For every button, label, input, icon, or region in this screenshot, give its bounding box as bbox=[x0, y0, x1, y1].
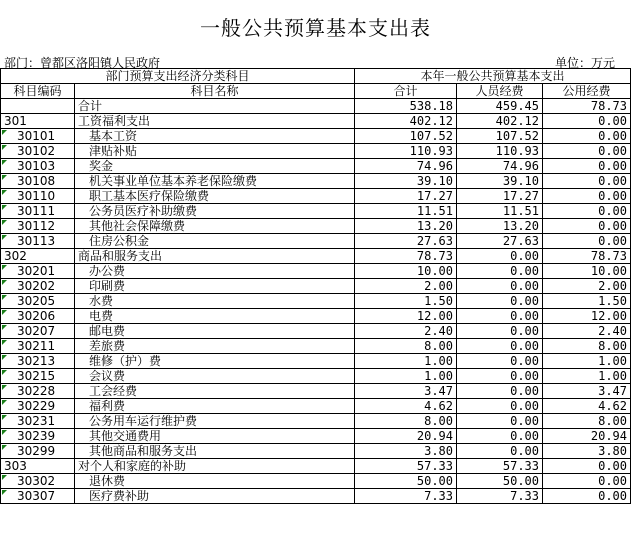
row-name: 其他社会保障缴费 bbox=[75, 219, 355, 234]
row-name: 会议费 bbox=[75, 369, 355, 384]
row-personnel: 57.33 bbox=[457, 459, 543, 474]
row-name: 邮电费 bbox=[75, 324, 355, 339]
row-total: 20.94 bbox=[355, 429, 457, 444]
row-total: 2.00 bbox=[355, 279, 457, 294]
header-group-row bbox=[1, 69, 631, 84]
row-total: 1.50 bbox=[355, 294, 457, 309]
table-row bbox=[1, 249, 631, 264]
table-row bbox=[1, 399, 631, 414]
row-total: 402.12 bbox=[355, 114, 457, 129]
row-total: 74.96 bbox=[355, 159, 457, 174]
table-row bbox=[1, 114, 631, 129]
table-row bbox=[1, 204, 631, 219]
row-personnel: 74.96 bbox=[457, 159, 543, 174]
row-public: 0.00 bbox=[543, 234, 631, 249]
row-total: 11.51 bbox=[355, 204, 457, 219]
row-code: 301 bbox=[1, 114, 75, 129]
header-name: 科目名称 bbox=[75, 84, 355, 99]
table-row bbox=[1, 99, 631, 114]
row-personnel: 0.00 bbox=[457, 354, 543, 369]
row-name: 奖金 bbox=[75, 159, 355, 174]
row-public: 78.73 bbox=[543, 99, 631, 114]
row-name: 电费 bbox=[75, 309, 355, 324]
row-total: 110.93 bbox=[355, 144, 457, 159]
row-public: 10.00 bbox=[543, 264, 631, 279]
row-code: 30103 bbox=[1, 159, 75, 174]
table-row bbox=[1, 279, 631, 294]
report-title: 一般公共预算基本支出表 bbox=[200, 16, 431, 40]
row-name: 福利费 bbox=[75, 399, 355, 414]
row-public: 0.00 bbox=[543, 174, 631, 189]
row-total: 4.62 bbox=[355, 399, 457, 414]
row-code: 30101 bbox=[1, 129, 75, 144]
row-public: 2.40 bbox=[543, 324, 631, 339]
header-personnel: 人员经费 bbox=[457, 84, 543, 99]
row-code: 30307 bbox=[1, 489, 75, 504]
row-code: 30239 bbox=[1, 429, 75, 444]
row-total: 39.10 bbox=[355, 174, 457, 189]
row-code: 302 bbox=[1, 249, 75, 264]
row-name: 对个人和家庭的补助 bbox=[75, 459, 355, 474]
row-code: 30202 bbox=[1, 279, 75, 294]
header-public: 公用经费 bbox=[543, 84, 631, 99]
table-row bbox=[1, 159, 631, 174]
row-code: 30213 bbox=[1, 354, 75, 369]
row-public: 1.00 bbox=[543, 369, 631, 384]
row-code: 30229 bbox=[1, 399, 75, 414]
department-label: 部门：曾都区洛阳镇人民政府 bbox=[4, 56, 161, 70]
row-public: 1.00 bbox=[543, 354, 631, 369]
table-row bbox=[1, 324, 631, 339]
header-group-left: 部门预算支出经济分类科目 bbox=[1, 69, 355, 84]
table-row bbox=[1, 189, 631, 204]
row-total: 538.18 bbox=[355, 99, 457, 114]
row-public: 3.80 bbox=[543, 444, 631, 459]
row-total: 57.33 bbox=[355, 459, 457, 474]
row-total: 7.33 bbox=[355, 489, 457, 504]
row-total: 10.00 bbox=[355, 264, 457, 279]
row-personnel: 459.45 bbox=[457, 99, 543, 114]
row-total: 12.00 bbox=[355, 309, 457, 324]
table-row bbox=[1, 459, 631, 474]
row-public: 0.00 bbox=[543, 144, 631, 159]
row-total: 2.40 bbox=[355, 324, 457, 339]
row-code: 30205 bbox=[1, 294, 75, 309]
row-public: 8.00 bbox=[543, 414, 631, 429]
row-name: 合计 bbox=[75, 99, 355, 114]
row-personnel: 0.00 bbox=[457, 429, 543, 444]
row-personnel: 0.00 bbox=[457, 339, 543, 354]
row-code: 30201 bbox=[1, 264, 75, 279]
table-row bbox=[1, 219, 631, 234]
row-name: 公务用车运行维护费 bbox=[75, 414, 355, 429]
table-row bbox=[1, 414, 631, 429]
row-total: 17.27 bbox=[355, 189, 457, 204]
row-name: 工资福利支出 bbox=[75, 114, 355, 129]
table-row bbox=[1, 309, 631, 324]
header-total: 合计 bbox=[355, 84, 457, 99]
table-row bbox=[1, 369, 631, 384]
row-name: 退休费 bbox=[75, 474, 355, 489]
header-code: 科目编码 bbox=[1, 84, 75, 99]
row-personnel: 27.63 bbox=[457, 234, 543, 249]
row-total: 3.80 bbox=[355, 444, 457, 459]
row-total: 27.63 bbox=[355, 234, 457, 249]
row-name: 商品和服务支出 bbox=[75, 249, 355, 264]
row-personnel: 0.00 bbox=[457, 369, 543, 384]
row-total: 107.52 bbox=[355, 129, 457, 144]
row-total: 1.00 bbox=[355, 369, 457, 384]
row-name: 其他交通费用 bbox=[75, 429, 355, 444]
row-public: 0.00 bbox=[543, 489, 631, 504]
row-name: 办公费 bbox=[75, 264, 355, 279]
row-total: 3.47 bbox=[355, 384, 457, 399]
row-public: 8.00 bbox=[543, 339, 631, 354]
row-name: 职工基本医疗保险缴费 bbox=[75, 189, 355, 204]
row-name: 其他商品和服务支出 bbox=[75, 444, 355, 459]
row-code: 30206 bbox=[1, 309, 75, 324]
table-row bbox=[1, 144, 631, 159]
table-row bbox=[1, 339, 631, 354]
row-public: 0.00 bbox=[543, 129, 631, 144]
row-code: 30112 bbox=[1, 219, 75, 234]
row-public: 0.00 bbox=[543, 204, 631, 219]
table-row bbox=[1, 384, 631, 399]
row-public: 0.00 bbox=[543, 189, 631, 204]
row-public: 0.00 bbox=[543, 159, 631, 174]
row-code: 303 bbox=[1, 459, 75, 474]
row-personnel: 0.00 bbox=[457, 324, 543, 339]
table-row bbox=[1, 264, 631, 279]
table-row bbox=[1, 354, 631, 369]
row-code: 30102 bbox=[1, 144, 75, 159]
row-code: 30215 bbox=[1, 369, 75, 384]
row-code: 30211 bbox=[1, 339, 75, 354]
row-code: 30228 bbox=[1, 384, 75, 399]
row-code: 30302 bbox=[1, 474, 75, 489]
row-name: 公务员医疗补助缴费 bbox=[75, 204, 355, 219]
row-total: 8.00 bbox=[355, 414, 457, 429]
row-personnel: 0.00 bbox=[457, 444, 543, 459]
row-personnel: 0.00 bbox=[457, 264, 543, 279]
row-name: 津贴补贴 bbox=[75, 144, 355, 159]
row-name: 水费 bbox=[75, 294, 355, 309]
table-row bbox=[1, 444, 631, 459]
row-name: 印刷费 bbox=[75, 279, 355, 294]
row-code bbox=[1, 99, 75, 114]
row-name: 工会经费 bbox=[75, 384, 355, 399]
row-total: 13.20 bbox=[355, 219, 457, 234]
row-personnel: 0.00 bbox=[457, 414, 543, 429]
row-public: 0.00 bbox=[543, 114, 631, 129]
row-total: 50.00 bbox=[355, 474, 457, 489]
row-code: 30231 bbox=[1, 414, 75, 429]
row-personnel: 7.33 bbox=[457, 489, 543, 504]
table-row bbox=[1, 489, 631, 504]
row-public: 78.73 bbox=[543, 249, 631, 264]
table-row bbox=[1, 474, 631, 489]
row-personnel: 0.00 bbox=[457, 279, 543, 294]
row-code: 30111 bbox=[1, 204, 75, 219]
row-personnel: 13.20 bbox=[457, 219, 543, 234]
unit-label: 单位：万元 bbox=[554, 56, 615, 70]
row-public: 2.00 bbox=[543, 279, 631, 294]
row-total: 8.00 bbox=[355, 339, 457, 354]
row-public: 0.00 bbox=[543, 459, 631, 474]
row-public: 0.00 bbox=[543, 219, 631, 234]
row-code: 30108 bbox=[1, 174, 75, 189]
row-name: 住房公积金 bbox=[75, 234, 355, 249]
row-public: 12.00 bbox=[543, 309, 631, 324]
table-row bbox=[1, 429, 631, 444]
row-total: 1.00 bbox=[355, 354, 457, 369]
row-personnel: 50.00 bbox=[457, 474, 543, 489]
row-public: 3.47 bbox=[543, 384, 631, 399]
row-personnel: 11.51 bbox=[457, 204, 543, 219]
header-group-right: 本年一般公共预算基本支出 bbox=[355, 69, 631, 84]
row-personnel: 0.00 bbox=[457, 309, 543, 324]
row-code: 30110 bbox=[1, 189, 75, 204]
row-personnel: 0.00 bbox=[457, 294, 543, 309]
row-name: 基本工资 bbox=[75, 129, 355, 144]
row-personnel: 402.12 bbox=[457, 114, 543, 129]
row-personnel: 107.52 bbox=[457, 129, 543, 144]
row-public: 4.62 bbox=[543, 399, 631, 414]
row-public: 20.94 bbox=[543, 429, 631, 444]
row-code: 30113 bbox=[1, 234, 75, 249]
row-public: 1.50 bbox=[543, 294, 631, 309]
row-personnel: 0.00 bbox=[457, 249, 543, 264]
row-name: 医疗费补助 bbox=[75, 489, 355, 504]
row-code: 30207 bbox=[1, 324, 75, 339]
row-personnel: 0.00 bbox=[457, 384, 543, 399]
table-row bbox=[1, 294, 631, 309]
table-row bbox=[1, 129, 631, 144]
table-row bbox=[1, 174, 631, 189]
row-name: 机关事业单位基本养老保险缴费 bbox=[75, 174, 355, 189]
row-total: 78.73 bbox=[355, 249, 457, 264]
row-personnel: 39.10 bbox=[457, 174, 543, 189]
expenditure-table bbox=[0, 68, 631, 504]
row-personnel: 0.00 bbox=[457, 399, 543, 414]
row-public: 0.00 bbox=[543, 474, 631, 489]
row-name: 差旅费 bbox=[75, 339, 355, 354]
row-personnel: 17.27 bbox=[457, 189, 543, 204]
row-name: 维修（护）费 bbox=[75, 354, 355, 369]
header-column-row bbox=[1, 84, 631, 99]
row-code: 30299 bbox=[1, 444, 75, 459]
table-row bbox=[1, 234, 631, 249]
row-personnel: 110.93 bbox=[457, 144, 543, 159]
